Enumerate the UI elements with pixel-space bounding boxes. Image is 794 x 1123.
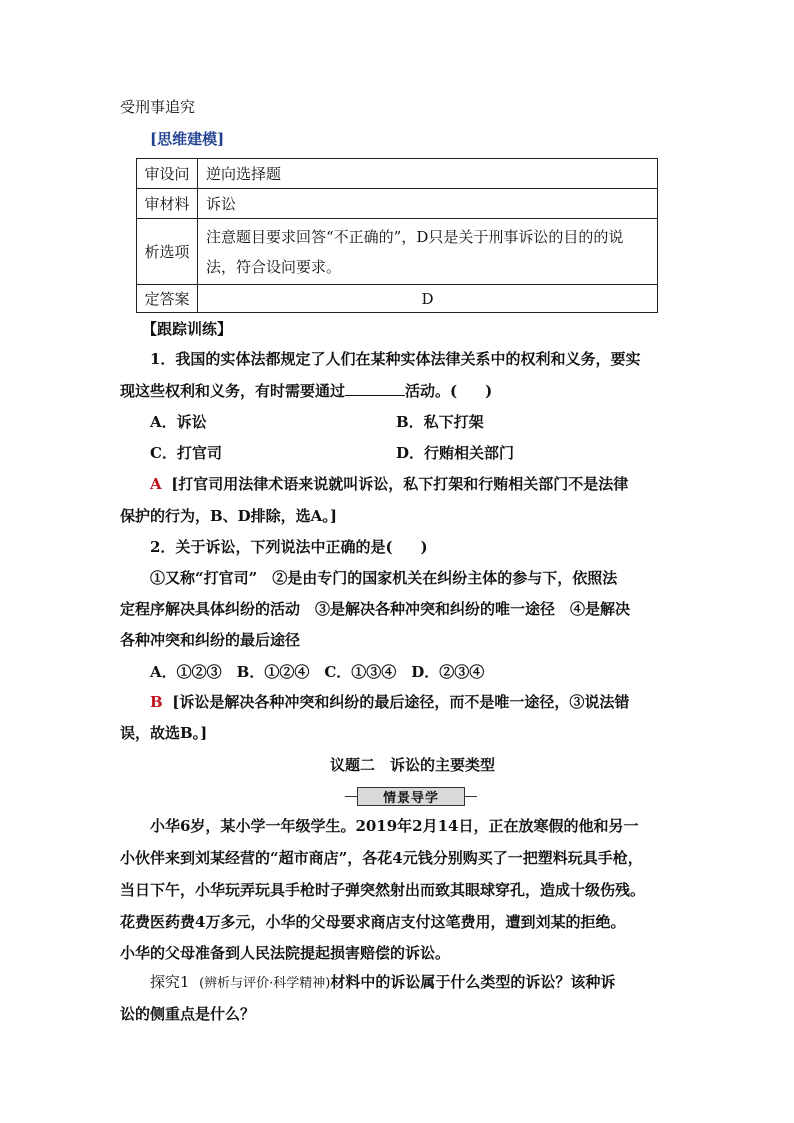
q2-statement-1: ①又称“打官司” ②是由专门的国家机关在纠纷主体的参与下，依照法 [150,569,618,587]
table-row [137,219,658,285]
q1-answer-cont: 保护的行为，B、D排除，选A。] [120,507,337,525]
answer-blank [345,381,405,396]
thinking-model-table [136,158,658,313]
story-line: 小华的父母准备到人民法院提起损害赔偿的诉讼。 [120,944,451,962]
q2-answer-cont: 误，故选B。] [120,724,208,742]
explore-text: 材料中的诉讼属于什么类型的诉讼？该种诉 [330,973,616,991]
table-value: 注意题目要求回答“不正确的”，D只是关于刑事诉讼的目的的说法，符合设问要求。 [198,219,658,285]
q2-statement-2: 定程序解决具体纠纷的活动 ③是解决各种冲突和纠纷的唯一途径 ④是解决 [120,600,631,618]
model-heading: [思维建模] [150,130,225,148]
q1-stem-end: 活动。( [405,382,458,400]
q1-option-b: B．私下打架 [396,413,484,431]
table-value: D [198,285,658,313]
q2-statement-3: 各种冲突和纠纷的最后途径 [120,631,301,649]
q2-stem [150,536,710,558]
table-key: 析选项 [137,219,198,285]
table-row [137,189,658,219]
explore-question-cont: 讼的侧重点是什么？ [120,1005,256,1023]
q1-stem: 现这些权利和义务，有时需要通过 [120,382,346,400]
table-row [137,159,658,189]
q2-options: A．①②③ B．①②④ C．①③④ D．②③④ [150,663,485,681]
table-key: 定答案 [137,285,198,313]
banner-label: 情景导学 [382,791,439,806]
table-key: 审材料 [137,189,198,219]
table-value: 诉讼 [198,189,658,219]
q1-option-a: A．诉讼 [150,413,207,431]
explore-label: 探究1 [150,973,190,991]
q2-stem-text: 2．关于诉讼，下列说法中正确的是( [150,538,393,556]
section-banner [357,787,465,806]
story-line: 小华6岁，某小学一年级学生。2019年2月14日，正在放寒假的他和另一 [150,817,639,835]
q2-answer [150,691,710,713]
answer-letter: B [150,693,163,711]
q1-line2 [120,380,680,402]
answer-letter: A [150,475,162,493]
q1-option-d: D．行贿相关部门 [396,444,515,462]
q1-line1: 1．我国的实体法都规定了人们在某种实体法律关系中的权利和义务，要实 [150,350,641,368]
q1-paren-close: ) [485,382,493,400]
practice-heading: 【跟踪训练】 [142,320,233,338]
table-key: 审设问 [137,159,198,189]
topic-title: 议题二 诉讼的主要类型 [330,756,496,774]
explore-question [150,971,710,995]
q2-paren-close: ) [420,538,428,556]
q1-option-c: C．打官司 [150,444,222,462]
story-line: 当日下午，小华玩弄玩具手枪时子弹突然射出而致其眼球穿孔，造成十级伤残。 [120,881,646,899]
answer-explanation: [诉讼是解决各种冲突和纠纷的最后途径，而不是唯一途径，③说法错 [172,693,630,711]
continued-text: 受刑事追究 [120,98,196,116]
story-line: 花费医药费4万多元，小华的父母要求商店支付这笔费用，遭到刘某的拒绝。 [120,913,626,931]
q1-answer [150,473,710,495]
answer-explanation: [打官司用法律术语来说就叫诉讼，私下打架和行贿相关部门不是法律 [171,475,629,493]
table-value: 逆向选择题 [198,159,658,189]
explore-tag: (辨析与评价·科学精神) [199,976,331,991]
story-line: 小伙伴来到刘某经营的“超市商店”，各花4元钱分别购买了一把塑料玩具手枪， [120,849,643,867]
table-row [137,285,658,313]
